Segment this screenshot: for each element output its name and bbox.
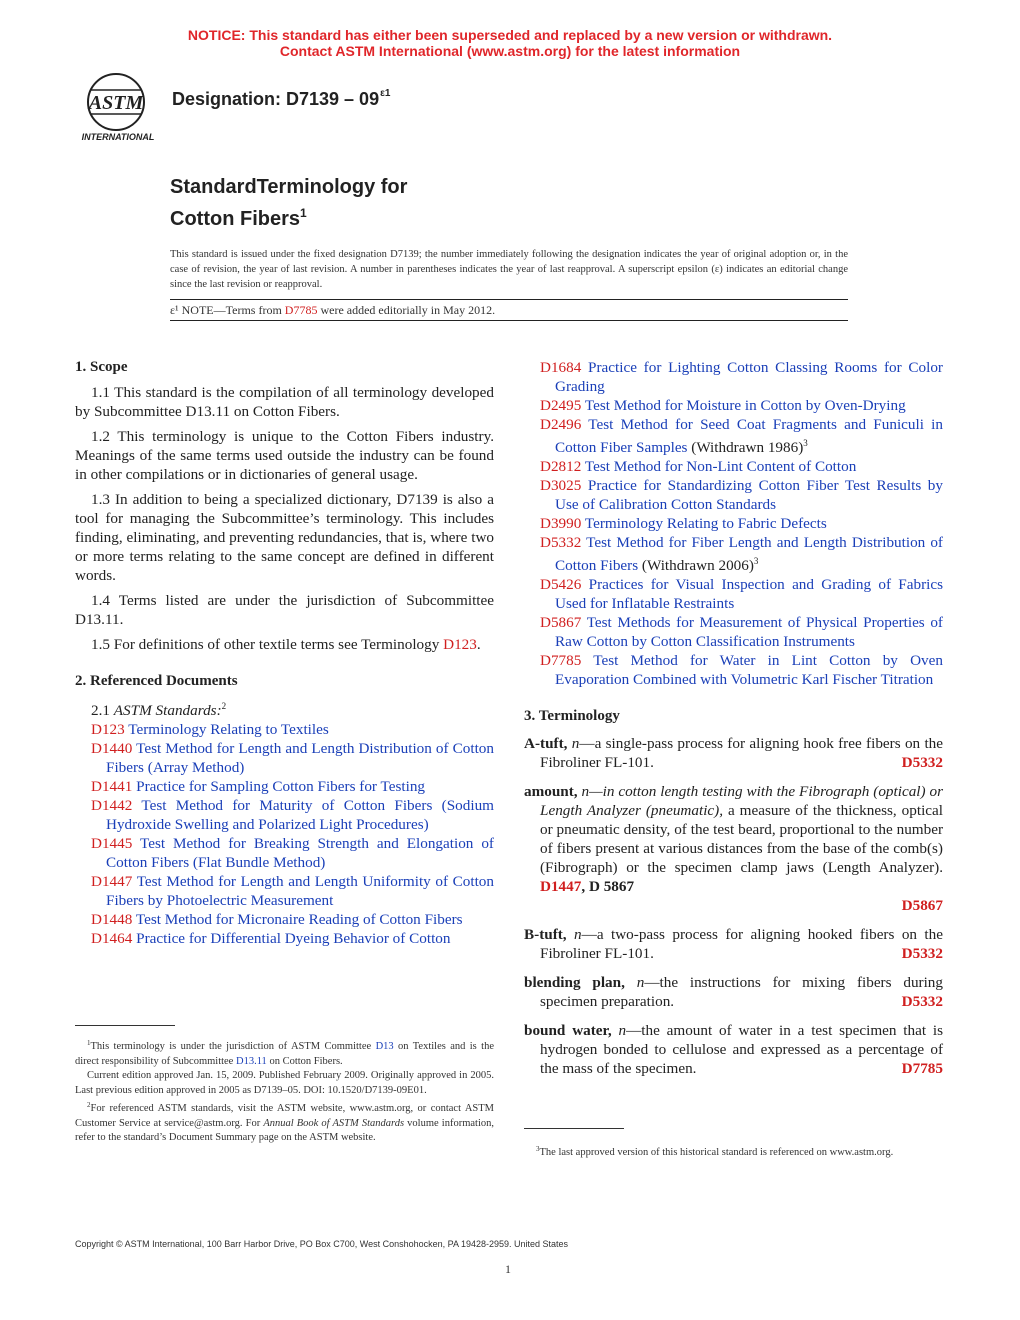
- subcommittee-d13-11-link[interactable]: D13.11: [235, 1055, 267, 1067]
- notice-line-2: Contact ASTM International (www.astm.org) for the latest information: [279, 43, 741, 59]
- footnote-1-text-c: on Cotton Fibers.: [266, 1055, 343, 1067]
- reference-item[interactable]: [75, 929, 494, 948]
- footnote-1: [75, 1036, 494, 1069]
- reference-code[interactable]: D2496: [540, 416, 582, 433]
- copyright: Copyright © ASTM International, 100 Barr Harbor Drive, PO Box C700, West Conshohocken, PA 19428-2959. United States: [75, 1239, 569, 1249]
- footnote-2-text-b: volume information, refer to the standard’s Document Summary page on the ASTM website.: [75, 1117, 494, 1143]
- reference-title[interactable]: Test Method for Non-Lint Content of Cotton: [581, 458, 857, 475]
- reference-item[interactable]: [75, 872, 494, 910]
- reference-title[interactable]: Practice for Sampling Cotton Fibers for Testing: [132, 778, 426, 795]
- reference-item[interactable]: [75, 720, 494, 739]
- term-source-link[interactable]: D5332: [901, 993, 943, 1010]
- reference-item[interactable]: [75, 796, 494, 834]
- reference-item[interactable]: [524, 533, 943, 575]
- footnote-1-sup: 1: [87, 1039, 91, 1047]
- reference-item[interactable]: [75, 777, 494, 796]
- reference-item[interactable]: [75, 739, 494, 777]
- footnote-2-italic: Annual Book of ASTM Standards: [263, 1117, 405, 1129]
- scope-heading: 1. Scope: [75, 359, 128, 375]
- term-definition-italic: —in cotton length testing with the Fibrograph (optical) or Length Analyzer (pneumatic),: [540, 783, 943, 819]
- reference-title[interactable]: Test Method for Maturity of Cotton Fibers (Sodium Hydroxide Swelling and Polarized Light Procedures): [106, 797, 494, 833]
- footnote-1-text-b: on Textiles and is the direct responsibility of Subcommittee: [75, 1041, 494, 1067]
- term-name: bound water,: [524, 1022, 612, 1039]
- reference-code[interactable]: D1464: [91, 930, 133, 947]
- supersede-notice: [0, 27, 1020, 59]
- term-entry: [524, 973, 943, 1011]
- scope-1-3: 1.3 In addition to being a specialized dictionary, D7139 is also a tool for managing the Subcommittee’s terminology. This includes finding, eliminating, and preventing redundancies, that is, where two or more terms relating to the same concept are defined in different words.: [75, 491, 494, 584]
- reference-code[interactable]: D1448: [91, 911, 133, 928]
- reference-list-left: [75, 720, 494, 948]
- reference-code[interactable]: D123: [91, 721, 125, 738]
- footnote-rule: [75, 1025, 175, 1026]
- footnote-1-edition: Current edition approved Jan. 15, 2009. Published February 2009. Originally approved in 2005. Last previous edition approved in 2005 as D7139–05. DOI: 10.1520/D7139-09E01.: [75, 1070, 494, 1096]
- reference-item[interactable]: [524, 651, 943, 689]
- term-definition: —a two-pass process for aligning hooked fibers on the Fibroliner FL-101.: [540, 926, 943, 962]
- term-pos: n: [567, 735, 580, 752]
- term-source-link[interactable]: D5332: [901, 945, 943, 962]
- reference-item[interactable]: [524, 396, 943, 415]
- reference-item[interactable]: [524, 575, 943, 613]
- subheading-italic: ASTM Standards:: [113, 702, 222, 719]
- reference-item[interactable]: [524, 514, 943, 533]
- title-line-1: StandardTerminology for: [170, 176, 408, 198]
- issued-statement: This standard is issued under the fixed designation D7139; the number immediately following the designation indicates the year of original adoption or, in the case of revision, the year of last revision. A number in parentheses indicates the year of last reapproval. A superscript epsilon (ε) indicates an editorial change since the last revision or reapproval.: [170, 249, 848, 290]
- term-entry: [524, 782, 943, 915]
- term-name: A-tuft,: [524, 735, 568, 752]
- logo-text: ASTM: [88, 92, 144, 114]
- designation-label: Designation: D7139 – 09: [172, 89, 380, 109]
- footnote-2: [75, 1098, 494, 1146]
- footnote-3-sup: 3: [536, 1145, 540, 1153]
- reference-code[interactable]: D3990: [540, 515, 582, 532]
- footnote-rule: [524, 1128, 624, 1129]
- editorial-note-prefix: ε¹ NOTE—Terms from: [170, 303, 285, 317]
- designation-sup: ε1: [380, 88, 391, 99]
- reference-title[interactable]: Test Method for Micronaire Reading of Cotton Fibers: [132, 911, 463, 928]
- designation: [172, 88, 390, 110]
- reference-code[interactable]: D7785: [540, 652, 582, 669]
- term-definition: a measure of the thickness, optical or pneumatic density, of the test beard, proportional to the number of fibers present at various distances from the base of the comb(s) (Fibrograph) or the specimen clamp jaws (Length Analyzer).: [540, 802, 943, 876]
- reference-title[interactable]: Terminology Relating to Fabric Defects: [581, 515, 827, 532]
- reference-code[interactable]: D1447: [91, 873, 133, 890]
- reference-title[interactable]: Test Method for Seed Coat Fragments and Funiculi in Cotton Fiber Samples: [555, 416, 943, 456]
- reference-code[interactable]: D2495: [540, 397, 582, 414]
- subheading-number: 2.1: [91, 702, 114, 719]
- document-title: [170, 174, 407, 232]
- term-source-link-2[interactable]: D5867: [901, 897, 943, 914]
- reference-code[interactable]: D1440: [91, 740, 133, 757]
- reference-title[interactable]: Test Method for Breaking Strength and Elongation of Cotton Fibers (Flat Bundle Method): [106, 835, 494, 871]
- reference-code[interactable]: D2812: [540, 458, 582, 475]
- reference-title[interactable]: Practice for Differential Dyeing Behavior of Cotton: [132, 930, 451, 947]
- notice-line-1: NOTICE: This standard has either been superseded and replaced by a new version or withdrawn.: [187, 27, 833, 43]
- committee-d13-link[interactable]: D13: [375, 1041, 394, 1052]
- reference-item[interactable]: [75, 834, 494, 872]
- reference-title[interactable]: Test Method for Fiber Length and Length Distribution of Cotton Fibers: [555, 534, 943, 574]
- title-sup: 1: [300, 206, 307, 220]
- reference-item[interactable]: [75, 910, 494, 929]
- reference-code[interactable]: D5426: [540, 576, 582, 593]
- reference-title[interactable]: Practices for Visual Inspection and Grading of Fabrics Used for Inflatable Restraints: [555, 576, 943, 612]
- reference-code[interactable]: D1445: [91, 835, 133, 852]
- footnote-3: [524, 1142, 943, 1161]
- withdrawn-sup: 3: [753, 556, 759, 566]
- scope-1-5: [75, 635, 494, 654]
- term-name: B-tuft,: [524, 926, 567, 943]
- scope-1-4: 1.4 Terms listed are under the jurisdiction of Subcommittee D13.11.: [75, 592, 494, 628]
- withdrawn-note: (Withdrawn 1986): [687, 439, 804, 456]
- scope-1-5-end: .: [476, 636, 481, 653]
- reference-code[interactable]: D5332: [540, 534, 582, 551]
- page-number: 1: [505, 1262, 511, 1276]
- astm-standards-subheading: [75, 697, 494, 720]
- reference-title[interactable]: Practice for Standardizing Cotton Fiber Test Results by Use of Calibration Cotton Standards: [555, 477, 943, 513]
- astm-logo-icon: [74, 72, 164, 146]
- reference-item[interactable]: [524, 457, 943, 476]
- reference-title[interactable]: Practice for Lighting Cotton Classing Rooms for Color Grading: [555, 359, 943, 395]
- footnote-1-text-a: This terminology is under the jurisdiction of ASTM Committee: [90, 1041, 376, 1052]
- reference-code[interactable]: D3025: [540, 477, 582, 494]
- term-entry: [524, 734, 943, 772]
- astm-logo: [74, 72, 164, 146]
- term-entry: [524, 925, 943, 963]
- reference-title[interactable]: Test Method for Moisture in Cotton by Oven-Drying: [581, 397, 906, 414]
- term-pos: n: [566, 926, 582, 943]
- reference-item[interactable]: [524, 415, 943, 457]
- reference-code[interactable]: D1684: [540, 359, 582, 376]
- footnote-3-text: The last approved version of this historical standard is referenced on www.astm.org.: [539, 1147, 894, 1158]
- right-column: [524, 358, 943, 1088]
- reference-title[interactable]: Test Method for Length and Length Distribution of Cotton Fibers (Array Method): [106, 740, 494, 776]
- scope-1-5-text: 1.5 For definitions of other textile terms see Terminology: [91, 636, 444, 653]
- term-pos: n: [624, 974, 645, 991]
- withdrawn-note: (Withdrawn 2006): [638, 557, 754, 574]
- reference-item[interactable]: [524, 476, 943, 514]
- footnotes-left: [75, 1036, 494, 1146]
- divider: [170, 320, 848, 321]
- term-definition: —a single-pass process for aligning hook free fibers on the Fibroliner FL-101.: [540, 735, 944, 771]
- scope-1-2: 1.2 This terminology is unique to the Cotton Fibers industry. Meanings of the same terms used outside the industry can be found in other compilations or in dictionaries of general usage.: [75, 428, 494, 483]
- reference-title[interactable]: Test Methods for Measurement of Physical Properties of Raw Cotton by Cotton Classification Instruments: [555, 614, 943, 650]
- term-source-mid: , D 5867: [581, 878, 635, 895]
- reference-item[interactable]: [524, 613, 943, 651]
- term-definition: —the instructions for mixing fibers during specimen preparation.: [540, 974, 943, 1010]
- title-line-2: Cotton Fibers: [170, 208, 300, 230]
- scope-d123-link[interactable]: D123: [443, 636, 477, 653]
- editorial-note-link[interactable]: D7785: [284, 303, 318, 317]
- withdrawn-sup: 3: [803, 438, 808, 448]
- editorial-note-suffix: were added editorially in May 2012.: [317, 303, 496, 317]
- scope-1-1: 1.1 This standard is the compilation of all terminology developed by Subcommittee D13.11 on Cotton Fibers.: [75, 384, 494, 420]
- reference-title[interactable]: Terminology Relating to Textiles: [124, 721, 329, 738]
- term-name: blending plan,: [524, 974, 625, 991]
- references-heading: 2. Referenced Documents: [75, 673, 238, 689]
- reference-item[interactable]: [524, 358, 943, 396]
- reference-code[interactable]: D1441: [91, 778, 133, 795]
- editorial-note: [170, 303, 495, 318]
- term-name: amount,: [524, 783, 578, 800]
- term-pos: n: [577, 783, 590, 800]
- reference-code[interactable]: D1442: [91, 797, 133, 814]
- terminology-heading: 3. Terminology: [524, 708, 620, 724]
- left-column: [75, 358, 494, 948]
- reference-title[interactable]: Test Method for Water in Lint Cotton by Oven Evaporation Combined with Volumetric Karl Fischer Titration: [555, 652, 943, 688]
- footnote-2-sup: 2: [87, 1101, 91, 1109]
- term-definition: —the amount of water in a test specimen that is hydrogen bonded to cellulose and expressed as a percentage of the mass of the specimen.: [540, 1022, 943, 1077]
- term-pos: n: [611, 1022, 627, 1039]
- subheading-sup: 2: [221, 701, 227, 711]
- reference-list-right: [524, 358, 943, 689]
- reference-code[interactable]: D5867: [540, 614, 582, 631]
- term-source-link[interactable]: D1447: [540, 878, 582, 895]
- reference-title[interactable]: Test Method for Length and Length Uniformity of Cotton Fibers by Photoelectric Measurement: [106, 873, 494, 909]
- term-source-link[interactable]: D5332: [901, 754, 943, 771]
- footnote-2-text-a: For referenced ASTM standards, visit the ASTM website, www.astm.org, or contact ASTM Customer Service at service@astm.org. For: [75, 1103, 494, 1129]
- divider: [170, 299, 848, 300]
- term-source-link[interactable]: D7785: [901, 1060, 943, 1077]
- footnotes-right: [524, 1142, 943, 1161]
- logo-subtext: INTERNATIONAL: [81, 132, 155, 142]
- term-entry: [524, 1021, 943, 1078]
